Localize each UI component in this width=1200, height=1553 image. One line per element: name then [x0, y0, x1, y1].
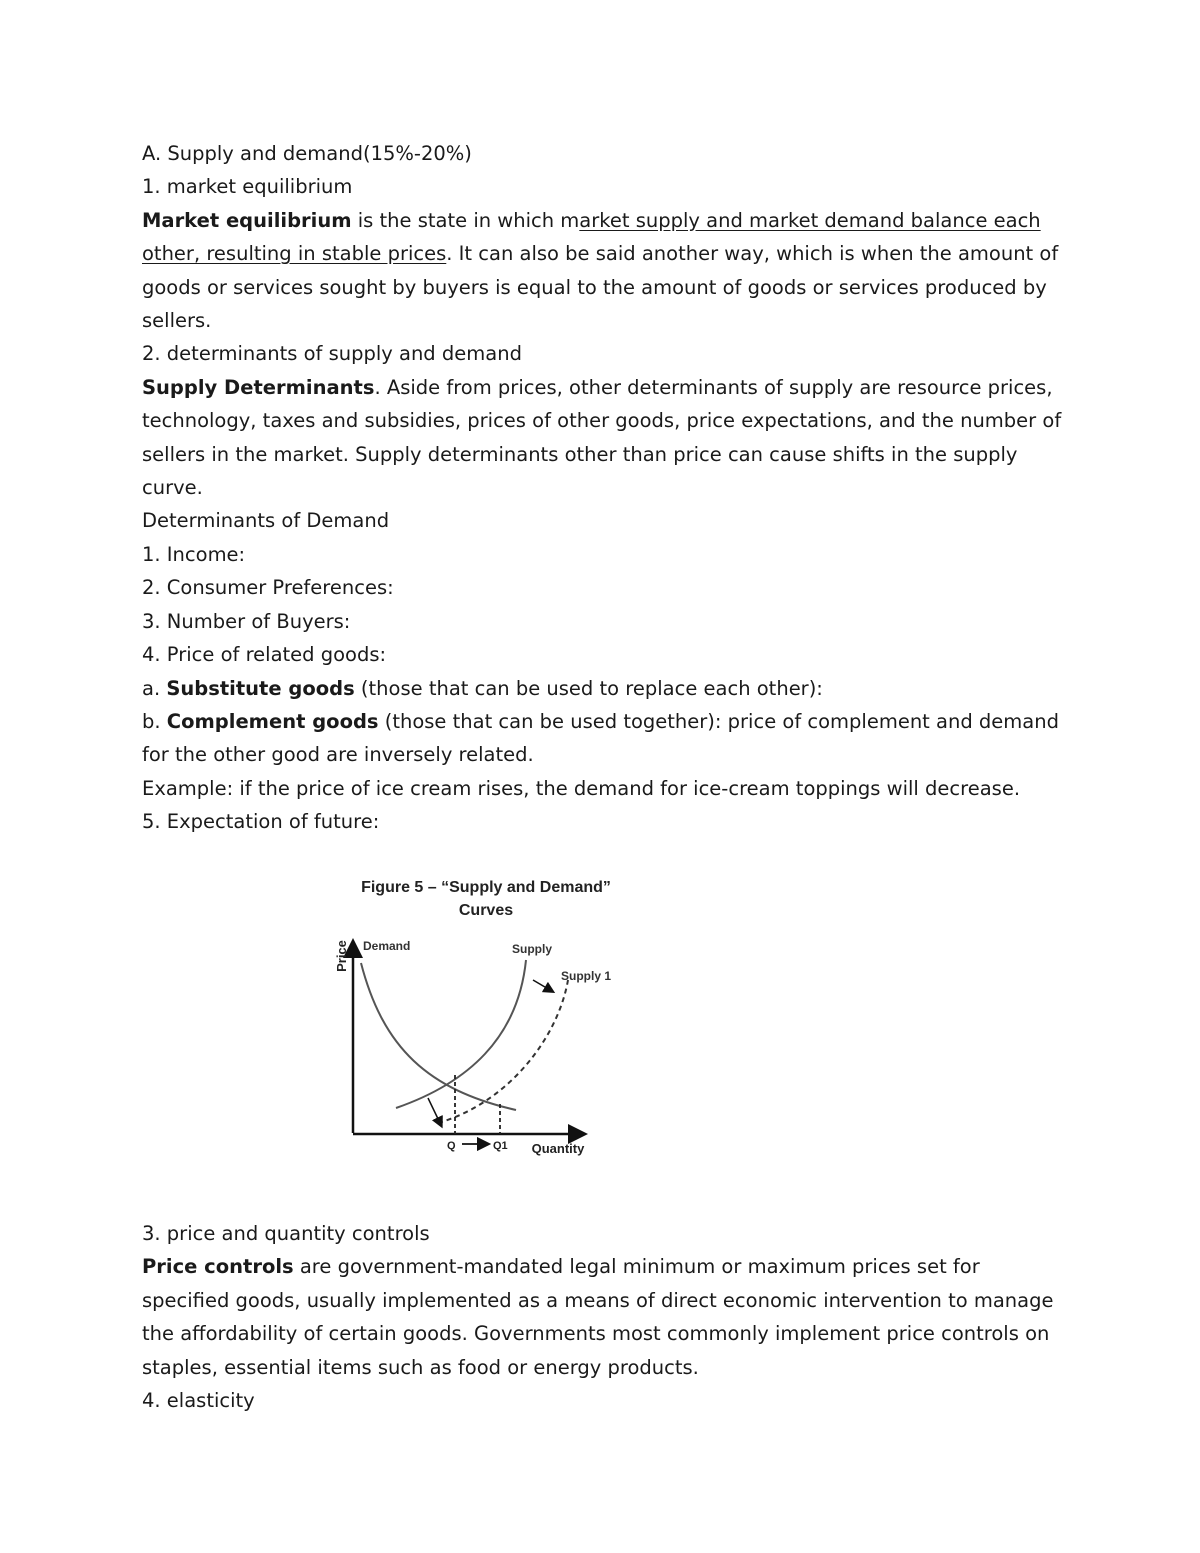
complement-goods-item: [142, 705, 1072, 772]
topic3-heading: 3. price and quantity controls: [142, 1222, 430, 1245]
complement-goods-term: Complement goods: [166, 709, 379, 733]
supply-label: Supply: [512, 942, 553, 956]
demand-item: 4. Price of related goods:: [142, 643, 387, 667]
text-block-top: [142, 137, 1072, 839]
demand-label: Demand: [363, 939, 411, 953]
supply-determinants-term: Supply Determinants: [142, 375, 375, 399]
supply1-label: Supply 1: [561, 969, 612, 983]
market-equilibrium-text-a: is the state in which m: [351, 208, 580, 232]
market-equilibrium-paragraph: [142, 204, 1072, 338]
substitute-goods-item: [142, 672, 1072, 705]
supply-demand-figure: [328, 868, 628, 1168]
demand-item: 3. Number of Buyers:: [142, 609, 351, 633]
figure-title-line2: Curves: [458, 902, 514, 919]
market-equilibrium-text-b: . It can also be said another way, which is when the amount of goods or services sought by buyers is equal to the amount of goods or services produced by sellers.: [142, 242, 1059, 333]
supply-demand-diagram: [328, 868, 628, 1168]
complement-goods-text: (those that can be used together): price of complement and demand for the other good are inversely related.: [142, 709, 1059, 767]
price-controls-text: are government-mandated legal minimum or maximum prices set for specified goods, usually implemented as a means of direct economic intervention to manage the affordability of certain goods. Governments most commonly implement price controls on staples, essential items such as food or energy products.: [142, 1255, 1054, 1379]
supply-shift-arrow: [533, 980, 550, 990]
demand-determinants-heading: Determinants of Demand: [142, 509, 390, 533]
supply-determinants-text: . Aside from prices, other determinants of supply are resource prices, technology, taxes and subsidies, prices of other goods, price expectations, and the number of sellers in the market. Supply determinants other than price can cause shifts in the supply curve.: [142, 375, 1062, 500]
topic1-heading: 1. market equilibrium: [142, 175, 353, 199]
figure-title-line1: Figure 5 – “Supply and Demand”: [361, 879, 611, 896]
price-controls-paragraph: [142, 1250, 1072, 1384]
substitute-goods-term: Substitute goods: [166, 676, 355, 700]
demand-item: 1. Income:: [142, 542, 246, 566]
supply1-curve: [438, 980, 568, 1123]
supply-curve: [396, 960, 526, 1108]
substitute-goods-text: (those that can be used to replace each other):: [354, 676, 823, 700]
q-label: Q: [447, 1140, 456, 1152]
market-equilibrium-term: Market equilibrium: [142, 208, 352, 232]
substitute-prefix: a.: [142, 676, 167, 700]
topic4-heading: 4. elasticity: [142, 1389, 255, 1413]
price-controls-term: Price controls: [142, 1255, 294, 1279]
q1-label: Q1: [493, 1140, 508, 1152]
demand-item-5: 5. Expectation of future:: [142, 810, 380, 834]
text-block-bottom: [142, 1217, 1072, 1417]
market-equilibrium-underlined: arket supply and market demand balance each other, resulting in stable prices: [142, 208, 1041, 266]
y-axis-label: Price: [334, 940, 349, 972]
demand-curve: [361, 963, 516, 1110]
example-line: Example: if the price of ice cream rises, the demand for ice-cream toppings will decrease.: [142, 776, 1021, 800]
price-drop-arrow: [428, 1098, 440, 1123]
topic2-heading: 2. determinants of supply and demand: [142, 342, 522, 366]
supply-determinants-paragraph: [142, 371, 1072, 505]
demand-item: 2. Consumer Preferences:: [142, 576, 394, 600]
complement-prefix: b.: [142, 709, 167, 733]
x-axis-label: Quantity: [531, 1141, 585, 1156]
section-title: A. Supply and demand(15%-20%): [142, 142, 472, 165]
